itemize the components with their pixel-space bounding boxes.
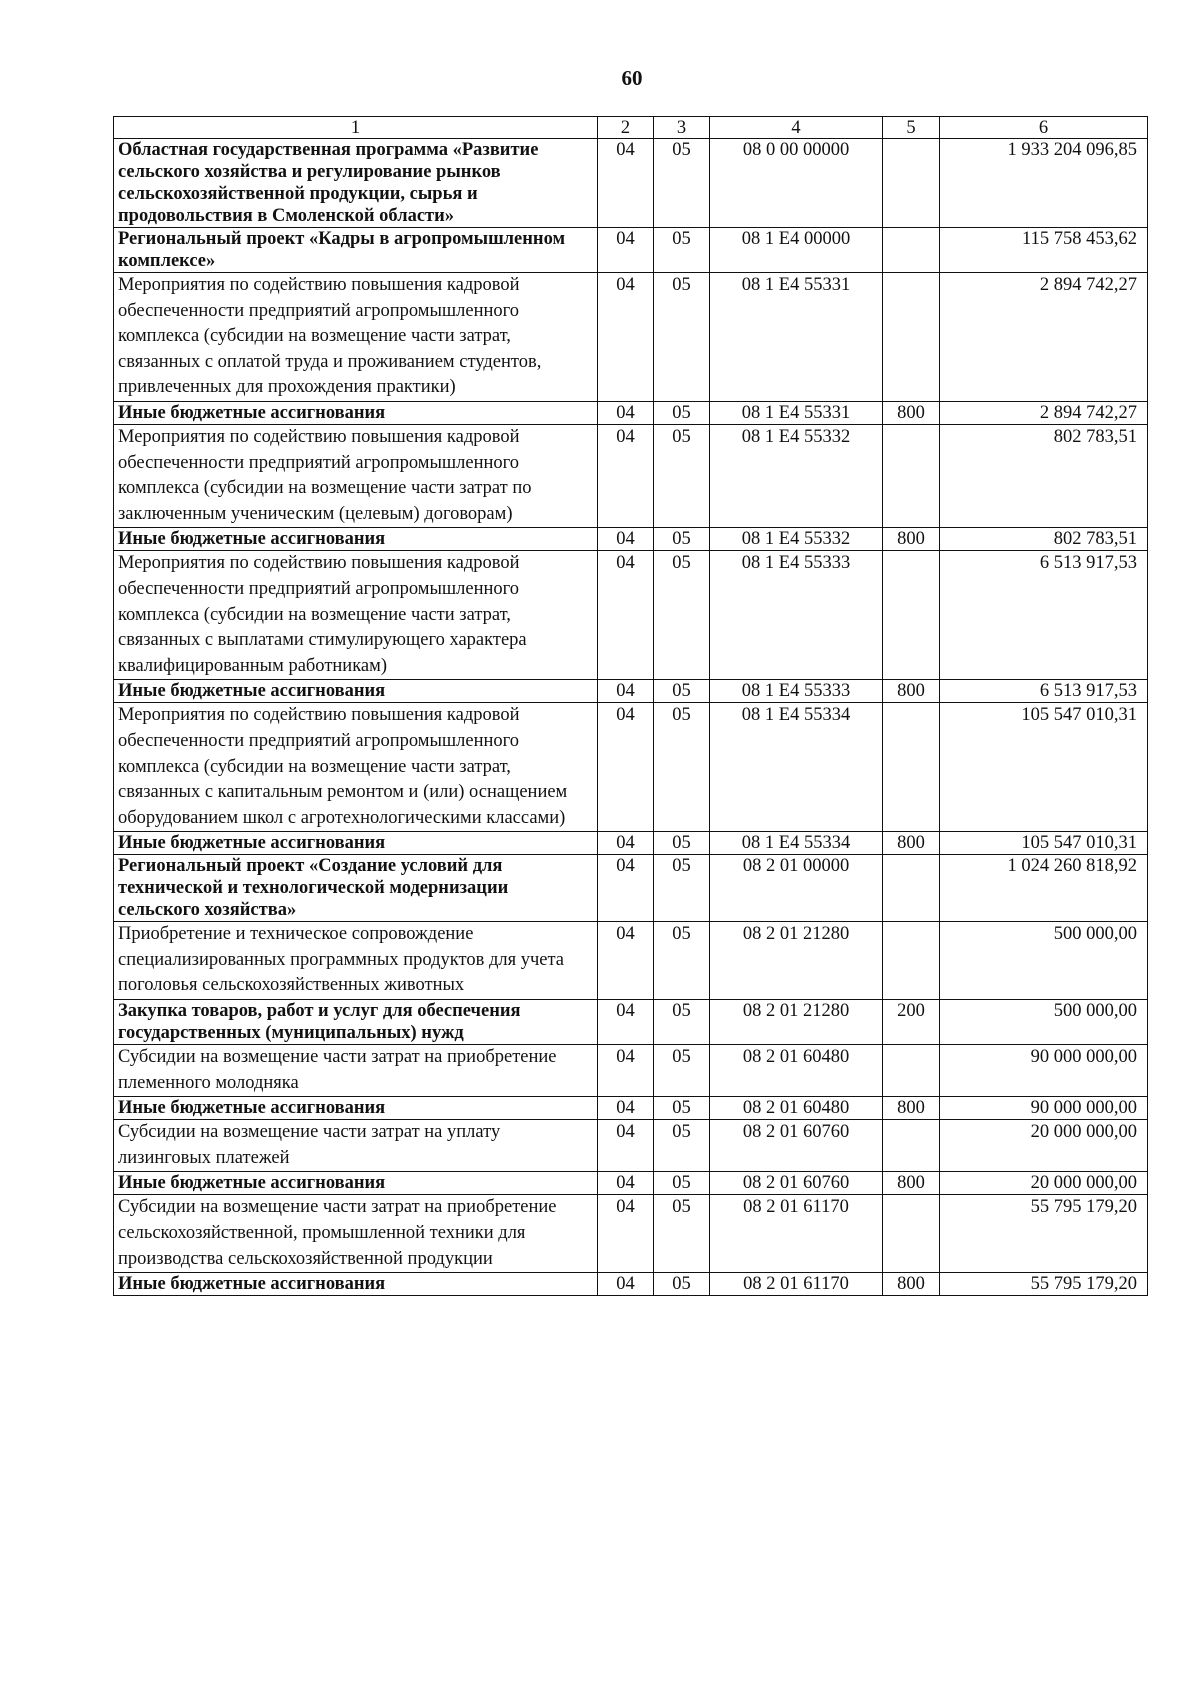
target-article-cell: 08 1 E4 55334 xyxy=(710,703,883,832)
subsection-cell: 05 xyxy=(654,1045,710,1097)
target-article-cell: 08 1 E4 55332 xyxy=(710,528,883,551)
section-cell: 04 xyxy=(598,832,654,855)
subsection-cell: 05 xyxy=(654,1273,710,1296)
target-article-cell: 08 2 01 60480 xyxy=(710,1045,883,1097)
expense-type-cell xyxy=(883,855,940,922)
section-cell: 04 xyxy=(598,273,654,402)
row-name-cell: Закупка товаров, работ и услуг для обеспечения государственных (муниципальных) нужд xyxy=(114,1000,598,1045)
table-row xyxy=(114,832,1148,855)
table-row xyxy=(114,424,1148,527)
section-cell: 04 xyxy=(598,228,654,273)
amount-cell: 20 000 000,00 xyxy=(940,1172,1148,1195)
subsection-cell: 05 xyxy=(654,528,710,551)
target-article-cell: 08 2 01 60760 xyxy=(710,1120,883,1172)
target-article-cell: 08 1 E4 55331 xyxy=(710,273,883,402)
row-name-cell: Иные бюджетные ассигнования xyxy=(114,832,598,855)
subsection-cell: 05 xyxy=(654,922,710,1000)
target-article-cell: 08 1 E4 55333 xyxy=(710,551,883,680)
row-name-cell: Субсидии на возмещение части затрат на уплату лизинговых платежей xyxy=(114,1120,598,1172)
expense-type-cell: 800 xyxy=(883,528,940,551)
expense-type-cell: 200 xyxy=(883,1000,940,1045)
expense-type-cell xyxy=(883,1120,940,1172)
table-row xyxy=(114,1045,1148,1097)
row-name-cell: Мероприятия по содействию повышения кадровой обеспеченности предприятий агропромышленного комплекса (субсидии на возмещение части затрат, связанных с капитальным ремонтом и (или) оснащением оборудованием школ с агротехнологическими классами) xyxy=(114,703,598,832)
section-cell: 04 xyxy=(598,703,654,832)
section-cell: 04 xyxy=(598,1045,654,1097)
expense-type-cell xyxy=(883,703,940,832)
budget-table xyxy=(113,116,1148,1296)
subsection-cell: 05 xyxy=(654,1172,710,1195)
amount-cell: 802 783,51 xyxy=(940,528,1148,551)
expense-type-cell: 800 xyxy=(883,1097,940,1120)
row-name-cell: Иные бюджетные ассигнования xyxy=(114,528,598,551)
expense-type-cell: 800 xyxy=(883,1273,940,1296)
amount-cell: 6 513 917,53 xyxy=(940,680,1148,703)
table-row xyxy=(114,273,1148,402)
amount-cell: 115 758 453,62 xyxy=(940,228,1148,273)
column-header: 4 xyxy=(710,117,883,139)
section-cell: 04 xyxy=(598,1273,654,1296)
amount-cell: 55 795 179,20 xyxy=(940,1195,1148,1273)
expense-type-cell xyxy=(883,228,940,273)
amount-cell: 105 547 010,31 xyxy=(940,703,1148,832)
section-cell: 04 xyxy=(598,855,654,922)
target-article-cell: 08 1 E4 55331 xyxy=(710,401,883,424)
expense-type-cell: 800 xyxy=(883,680,940,703)
target-article-cell: 08 1 E4 55333 xyxy=(710,680,883,703)
section-cell: 04 xyxy=(598,424,654,527)
row-name-cell: Мероприятия по содействию повышения кадровой обеспеченности предприятий агропромышленного комплекса (субсидии на возмещение части затрат, связанных с выплатами стимулирующего характера квалифицированным работникам) xyxy=(114,551,598,680)
target-article-cell: 08 1 E4 55332 xyxy=(710,424,883,527)
table-row xyxy=(114,228,1148,273)
subsection-cell: 05 xyxy=(654,832,710,855)
row-name-cell: Иные бюджетные ассигнования xyxy=(114,1273,598,1296)
table-row xyxy=(114,703,1148,832)
row-name-cell: Иные бюджетные ассигнования xyxy=(114,680,598,703)
expense-type-cell xyxy=(883,273,940,402)
row-name-cell: Региональный проект «Кадры в агропромышленном комплексе» xyxy=(114,228,598,273)
target-article-cell: 08 1 E4 55334 xyxy=(710,832,883,855)
subsection-cell: 05 xyxy=(654,703,710,832)
row-name-cell: Областная государственная программа «Развитие сельского хозяйства и регулирование рынков сельскохозяйственной продукции, сырья и продовольствия в Смоленской области» xyxy=(114,139,598,228)
amount-cell: 2 894 742,27 xyxy=(940,273,1148,402)
section-cell: 04 xyxy=(598,1000,654,1045)
expense-type-cell xyxy=(883,1195,940,1273)
row-name-cell: Региональный проект «Создание условий для технической и технологической модернизации сельского хозяйства» xyxy=(114,855,598,922)
table-row xyxy=(114,139,1148,228)
subsection-cell: 05 xyxy=(654,139,710,228)
target-article-cell: 08 2 01 61170 xyxy=(710,1273,883,1296)
column-header: 1 xyxy=(114,117,598,139)
amount-cell: 1 024 260 818,92 xyxy=(940,855,1148,922)
row-name-cell: Иные бюджетные ассигнования xyxy=(114,1097,598,1120)
subsection-cell: 05 xyxy=(654,551,710,680)
amount-cell: 500 000,00 xyxy=(940,922,1148,1000)
subsection-cell: 05 xyxy=(654,1097,710,1120)
section-cell: 04 xyxy=(598,922,654,1000)
table-row xyxy=(114,1000,1148,1045)
amount-cell: 500 000,00 xyxy=(940,1000,1148,1045)
target-article-cell: 08 2 01 21280 xyxy=(710,922,883,1000)
section-cell: 04 xyxy=(598,1195,654,1273)
subsection-cell: 05 xyxy=(654,228,710,273)
table-row xyxy=(114,1273,1148,1296)
target-article-cell: 08 2 01 61170 xyxy=(710,1195,883,1273)
target-article-cell: 08 2 01 21280 xyxy=(710,1000,883,1045)
table-row xyxy=(114,1195,1148,1273)
row-name-cell: Мероприятия по содействию повышения кадровой обеспеченности предприятий агропромышленного комплекса (субсидии на возмещение части затрат, связанных с оплатой труда и проживанием студентов, привлеченных для прохождения практики) xyxy=(114,273,598,402)
expense-type-cell xyxy=(883,922,940,1000)
amount-cell: 2 894 742,27 xyxy=(940,401,1148,424)
expense-type-cell: 800 xyxy=(883,401,940,424)
expense-type-cell xyxy=(883,551,940,680)
table-row xyxy=(114,1172,1148,1195)
row-name-cell: Иные бюджетные ассигнования xyxy=(114,1172,598,1195)
subsection-cell: 05 xyxy=(654,273,710,402)
expense-type-cell xyxy=(883,139,940,228)
table-row xyxy=(114,855,1148,922)
section-cell: 04 xyxy=(598,139,654,228)
section-cell: 04 xyxy=(598,1097,654,1120)
target-article-cell: 08 2 01 00000 xyxy=(710,855,883,922)
section-cell: 04 xyxy=(598,528,654,551)
target-article-cell: 08 0 00 00000 xyxy=(710,139,883,228)
expense-type-cell xyxy=(883,1045,940,1097)
row-name-cell: Иные бюджетные ассигнования xyxy=(114,401,598,424)
row-name-cell: Приобретение и техническое сопровождение специализированных программных продуктов для учета поголовья сельскохозяйственных животных xyxy=(114,922,598,1000)
amount-cell: 6 513 917,53 xyxy=(940,551,1148,680)
row-name-cell: Субсидии на возмещение части затрат на приобретение сельскохозяйственной, промышленной техники для производства сельскохозяйственной продукции xyxy=(114,1195,598,1273)
amount-cell: 90 000 000,00 xyxy=(940,1097,1148,1120)
table-body xyxy=(114,139,1148,1296)
column-header: 6 xyxy=(940,117,1148,139)
target-article-cell: 08 2 01 60760 xyxy=(710,1172,883,1195)
expense-type-cell xyxy=(883,424,940,527)
table-row xyxy=(114,1120,1148,1172)
amount-cell: 1 933 204 096,85 xyxy=(940,139,1148,228)
amount-cell: 802 783,51 xyxy=(940,424,1148,527)
amount-cell: 20 000 000,00 xyxy=(940,1120,1148,1172)
subsection-cell: 05 xyxy=(654,401,710,424)
amount-cell: 90 000 000,00 xyxy=(940,1045,1148,1097)
column-header: 2 xyxy=(598,117,654,139)
amount-cell: 55 795 179,20 xyxy=(940,1273,1148,1296)
table-row xyxy=(114,680,1148,703)
subsection-cell: 05 xyxy=(654,1000,710,1045)
amount-cell: 105 547 010,31 xyxy=(940,832,1148,855)
column-header: 5 xyxy=(883,117,940,139)
table-row xyxy=(114,401,1148,424)
target-article-cell: 08 1 E4 00000 xyxy=(710,228,883,273)
table-row xyxy=(114,1097,1148,1120)
expense-type-cell: 800 xyxy=(883,1172,940,1195)
row-name-cell: Мероприятия по содействию повышения кадровой обеспеченности предприятий агропромышленного комплекса (субсидии на возмещение части затрат по заключенным ученическим (целевым) договорам) xyxy=(114,424,598,527)
subsection-cell: 05 xyxy=(654,680,710,703)
table-row xyxy=(114,528,1148,551)
subsection-cell: 05 xyxy=(654,855,710,922)
subsection-cell: 05 xyxy=(654,1195,710,1273)
row-name-cell: Субсидии на возмещение части затрат на приобретение племенного молодняка xyxy=(114,1045,598,1097)
target-article-cell: 08 2 01 60480 xyxy=(710,1097,883,1120)
subsection-cell: 05 xyxy=(654,1120,710,1172)
section-cell: 04 xyxy=(598,1172,654,1195)
table-row xyxy=(114,551,1148,680)
page-number: 60 xyxy=(621,66,643,90)
expense-type-cell: 800 xyxy=(883,832,940,855)
section-cell: 04 xyxy=(598,551,654,680)
table-row xyxy=(114,922,1148,1000)
column-header: 3 xyxy=(654,117,710,139)
section-cell: 04 xyxy=(598,1120,654,1172)
table-header-row xyxy=(114,117,1148,139)
subsection-cell: 05 xyxy=(654,424,710,527)
section-cell: 04 xyxy=(598,680,654,703)
section-cell: 04 xyxy=(598,401,654,424)
